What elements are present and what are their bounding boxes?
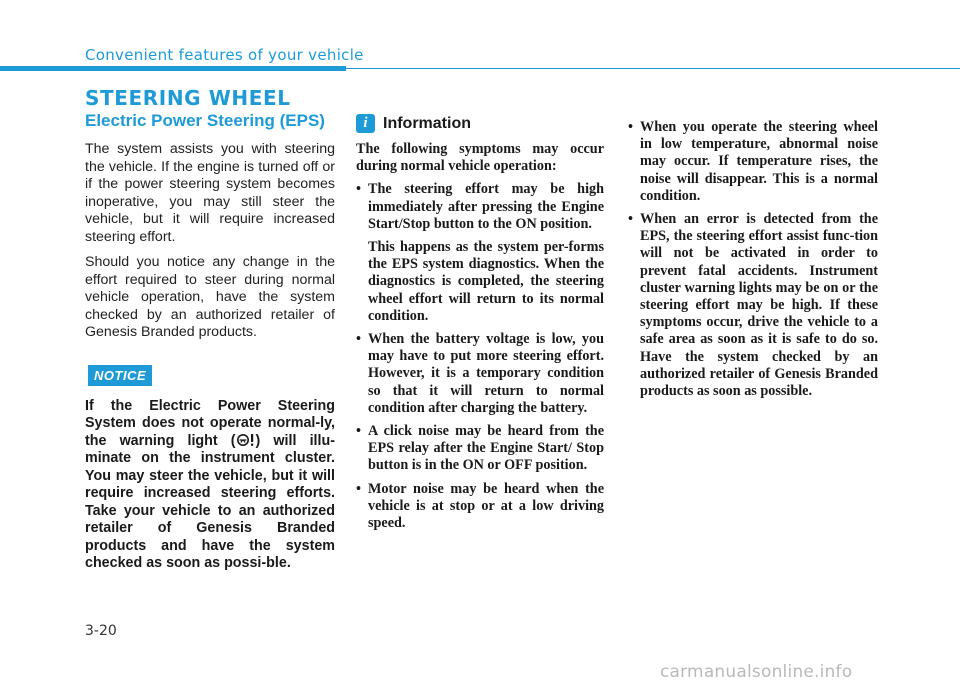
information-header xyxy=(356,114,604,133)
information-title: Information xyxy=(383,114,471,132)
column-eps xyxy=(85,111,335,573)
list-item: • A click noise may be heard from the EPS relay after the Engine Start/ Stop button is in the ON or OFF position. xyxy=(356,423,604,475)
notice-text-part: ) will illu-minate on the instrument cluster. You may steer the vehicle, but it will require increased steering efforts. Take your vehicle to an authorized retailer of Genesis Branded products and have the system checked as soon as possi-ble. xyxy=(85,432,335,571)
page-header-title: Convenient features of your vehicle xyxy=(85,46,364,64)
section-title: STEERING WHEEL xyxy=(85,86,291,110)
eps-paragraph: The system assists you with steering the vehicle. If the engine is turned off or if the power steering system becomes inoperative, you may still steer the vehicle, but it will require increased steering effort. xyxy=(85,141,335,245)
information-list-continued xyxy=(628,119,878,400)
list-item-subtext: This happens as the system per-forms the EPS system diagnostics. When the diagnostics is completed, the steering wheel effort will return to its normal condition. xyxy=(368,239,604,324)
information-list xyxy=(356,181,604,532)
info-icon: i xyxy=(356,114,375,133)
column-information xyxy=(356,114,604,538)
information-intro: The following symptoms may occur during normal vehicle operation: xyxy=(356,141,604,175)
notice-text xyxy=(85,398,335,573)
list-item xyxy=(356,181,604,325)
list-item-text: The steering effort may be high immediately after pressing the Engine Start/Stop button to the ON position. xyxy=(368,181,604,232)
eps-paragraph: Should you notice any change in the effort required to steer during normal vehicle operation, have the system checked by an authorized retailer of Genesis Branded products. xyxy=(85,254,335,340)
eps-warning-icon xyxy=(236,433,256,447)
notice-badge: NOTICE xyxy=(88,365,152,386)
list-item: • When the battery voltage is low, you may have to put more steering effort. However, it is a temporary condition so that it will return to normal condition after charging the battery. xyxy=(356,331,604,417)
column-information-continued xyxy=(628,119,878,406)
list-item: • Motor noise may be heard when the vehicle is at stop or at a low driving speed. xyxy=(356,481,604,533)
list-item: • When you operate the steering wheel in low temperature, abnormal noise may occur. If temperature rises, the noise will disappear. This is a normal condition. xyxy=(628,119,878,205)
notice-text-part: If the Electric Power Steering System does not operate normal-ly, the warning light ( xyxy=(85,397,335,449)
header-accent-bar xyxy=(0,66,346,71)
page-number: 3-20 xyxy=(85,623,117,639)
watermark[interactable]: carmanualsonline.info xyxy=(660,662,853,682)
list-item: • When an error is detected from the EPS, the steering effort assist func-tion will not be activated in order to prevent fatal accidents. Instrument cluster warning lights may be on or the steering effort may be high. If these symptoms occur, drive the vehicle to a safe area as soon as it is safe to do so. Have the system checked by an authorized retailer of Genesis Branded products as soon as possible. xyxy=(628,211,878,400)
header-divider-line xyxy=(346,68,960,69)
eps-heading: Electric Power Steering (EPS) xyxy=(85,111,325,130)
